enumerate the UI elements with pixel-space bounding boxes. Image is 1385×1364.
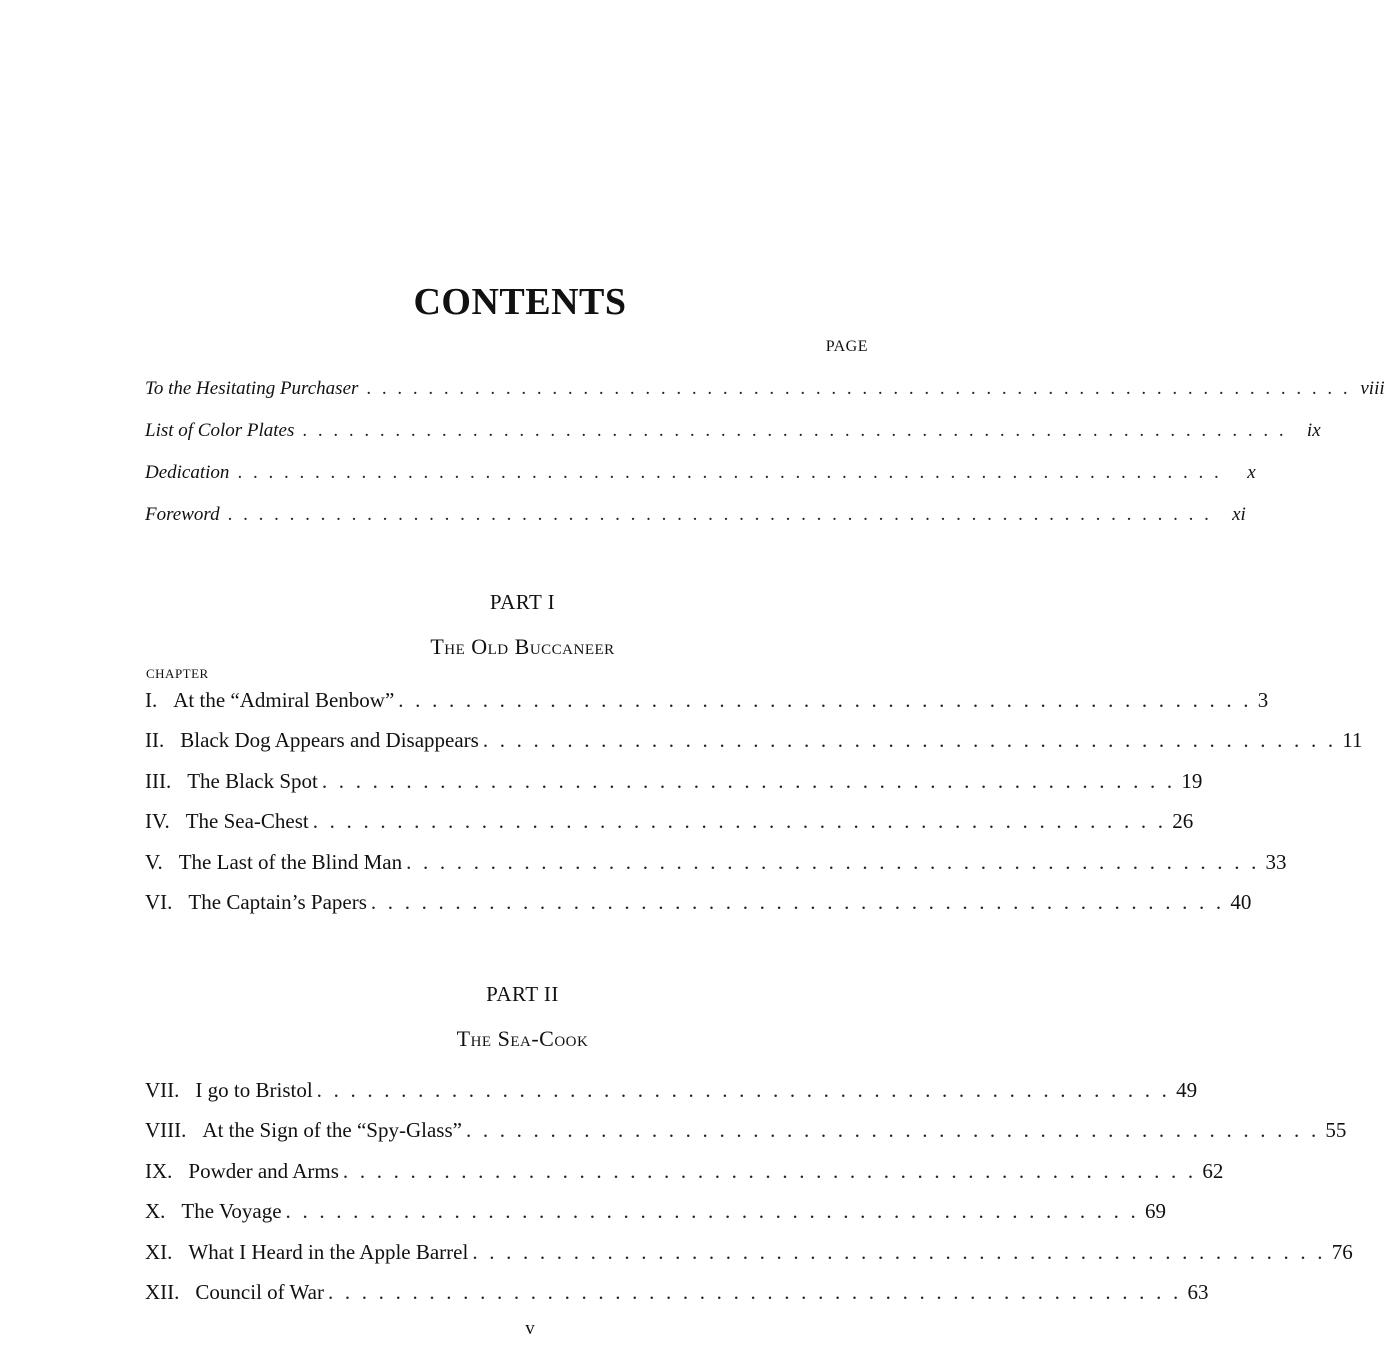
chapter-page: 11 xyxy=(1342,728,1363,753)
dot-leader: . . . . . . . . . . . . . . . . . . . . . . . . . . . . . . . . . . . . . . . . . . . . . . . . . . . . . . . . . . . . . . . . xyxy=(237,462,1222,483)
dot-leader: . . . . . . . . . . . . . . . . . . . . . . . . . . . . . . . . . . . . . . . . . . . . . . . . . . . xyxy=(472,1239,1326,1264)
part-heading: PART II xyxy=(486,982,559,1006)
chapter-entry xyxy=(145,842,1287,882)
chapter-title: The Last of the Blind Man xyxy=(178,849,403,874)
chapter-number: I. xyxy=(145,688,158,712)
chapter-number: II. xyxy=(145,728,165,753)
chapter-page: 69 xyxy=(1145,1199,1166,1224)
chapter-entry xyxy=(145,1272,1209,1312)
chapter-entry xyxy=(145,882,1252,922)
entry-title: Foreword xyxy=(145,504,220,525)
front-matter-list xyxy=(145,368,1385,536)
part-title: The Sea-Cook xyxy=(456,1026,589,1051)
part-heading: PART I xyxy=(489,590,556,614)
chapter-number: XII. xyxy=(145,1279,180,1304)
dot-leader: . . . . . . . . . . . . . . . . . . . . . . . . . . . . . . . . . . . . . . . . . . . . . . . . . . . . . . . . . . . . . . . . xyxy=(366,378,1351,399)
entry-page: ix xyxy=(1306,420,1321,441)
chapter-title: At the Sign of the “Spy-Glass” xyxy=(202,1118,462,1143)
chapter-number: XI. xyxy=(145,1239,173,1264)
dot-leader: . . . . . . . . . . . . . . . . . . . . . . . . . . . . . . . . . . . . . . . . . . . . . . . . . . . xyxy=(398,688,1252,712)
chapter-page: 33 xyxy=(1265,849,1287,874)
dot-leader: . . . . . . . . . . . . . . . . . . . . . . . . . . . . . . . . . . . . . . . . . . . . . . . . . . . xyxy=(312,809,1167,834)
chapter-page: 3 xyxy=(1257,688,1269,712)
chapter-title: I go to Bristol xyxy=(195,1078,313,1102)
chapter-entry xyxy=(145,801,1194,841)
chapter-list xyxy=(145,1070,1353,1312)
front-matter-entry xyxy=(145,452,1256,494)
dot-leader: . . . . . . . . . . . . . . . . . . . . . . . . . . . . . . . . . . . . . . . . . . . . . . . . . . . xyxy=(321,768,1176,793)
entry-page: x xyxy=(1247,462,1256,483)
entry-page: viii xyxy=(1360,378,1385,399)
chapter-title: The Sea-Chest xyxy=(185,809,309,834)
entry-title: List of Color Plates xyxy=(145,420,295,441)
chapter-number: VI. xyxy=(145,889,173,914)
chapter-page: 26 xyxy=(1172,809,1194,834)
dot-leader: . . . . . . . . . . . . . . . . . . . . . . . . . . . . . . . . . . . . . . . . . . . . . . . . . . . . . . . . . . . . . . . . xyxy=(227,504,1212,525)
chapter-entry xyxy=(145,1151,1224,1191)
dot-leader: . . . . . . . . . . . . . . . . . . . . . . . . . . . . . . . . . . . . . . . . . . . . . . . . . . . xyxy=(370,889,1225,914)
dot-leader: . . . . . . . . . . . . . . . . . . . . . . . . . . . . . . . . . . . . . . . . . . . . . . . . . . . xyxy=(327,1279,1182,1304)
front-matter-entry xyxy=(145,494,1246,536)
chapter-entry xyxy=(145,680,1269,720)
entry-title: Dedication xyxy=(145,462,230,483)
chapter-number: IV. xyxy=(145,809,170,834)
chapter-number: X. xyxy=(145,1199,166,1224)
chapter-entry xyxy=(145,761,1203,801)
dot-leader: . . . . . . . . . . . . . . . . . . . . . . . . . . . . . . . . . . . . . . . . . . . . . . . . . . . xyxy=(406,849,1260,874)
chapter-page: 49 xyxy=(1176,1078,1198,1102)
chapter-page: 76 xyxy=(1331,1239,1353,1264)
chapter-entry xyxy=(145,1232,1353,1272)
chapter-title: The Captain’s Papers xyxy=(188,889,367,914)
chapter-column-label: CHAPTER xyxy=(146,666,209,681)
chapter-entry xyxy=(145,1110,1347,1150)
dot-leader: . . . . . . . . . . . . . . . . . . . . . . . . . . . . . . . . . . . . . . . . . . . . . . . . . . . xyxy=(316,1078,1171,1102)
chapter-title: The Black Spot xyxy=(187,768,318,793)
chapter-page: 62 xyxy=(1202,1158,1224,1183)
page-title: CONTENTS xyxy=(413,281,627,323)
chapter-list xyxy=(145,680,1363,922)
chapter-title: Council of War xyxy=(195,1279,324,1304)
chapter-number: VII. xyxy=(145,1078,180,1102)
chapter-title: Powder and Arms xyxy=(188,1158,339,1183)
entry-title: To the Hesitating Purchaser xyxy=(145,378,359,399)
chapter-page: 55 xyxy=(1325,1118,1347,1143)
chapter-entry xyxy=(145,1191,1166,1231)
dot-leader: . . . . . . . . . . . . . . . . . . . . . . . . . . . . . . . . . . . . . . . . . . . . . . . . . . . . . . . . . . . . . . . . xyxy=(302,420,1287,441)
chapter-title: What I Heard in the Apple Barrel xyxy=(188,1239,469,1264)
chapter-page: 40 xyxy=(1230,889,1252,914)
chapter-number: III. xyxy=(145,768,172,793)
dot-leader: . . . . . . . . . . . . . . . . . . . . . . . . . . . . . . . . . . . . . . . . . . . . . . . . . . . xyxy=(482,728,1337,753)
page-number: v xyxy=(525,1318,535,1339)
part-title: The Old Buccaneer xyxy=(430,634,615,659)
chapter-title: The Voyage xyxy=(181,1199,282,1224)
chapter-number: VIII. xyxy=(145,1118,187,1143)
dot-leader: . . . . . . . . . . . . . . . . . . . . . . . . . . . . . . . . . . . . . . . . . . . . . . . . . . . xyxy=(342,1158,1197,1183)
entry-page: xi xyxy=(1232,504,1246,525)
page-column-label: PAGE xyxy=(825,338,868,355)
chapter-entry xyxy=(145,1070,1198,1110)
dot-leader: . . . . . . . . . . . . . . . . . . . . . . . . . . . . . . . . . . . . . . . . . . . . . . . . . . . xyxy=(285,1199,1139,1224)
chapter-page: 19 xyxy=(1181,768,1203,793)
chapter-number: IX. xyxy=(145,1158,173,1183)
front-matter-entry xyxy=(145,410,1321,452)
chapter-entry xyxy=(145,720,1363,760)
chapter-page: 63 xyxy=(1187,1279,1209,1304)
dot-leader: . . . . . . . . . . . . . . . . . . . . . . . . . . . . . . . . . . . . . . . . . . . . . . . . . . . xyxy=(465,1118,1320,1143)
chapter-number: V. xyxy=(145,849,163,874)
chapter-title: Black Dog Appears and Disappears xyxy=(180,728,479,753)
chapter-title: At the “Admiral Benbow” xyxy=(173,688,395,712)
front-matter-entry xyxy=(145,368,1385,410)
